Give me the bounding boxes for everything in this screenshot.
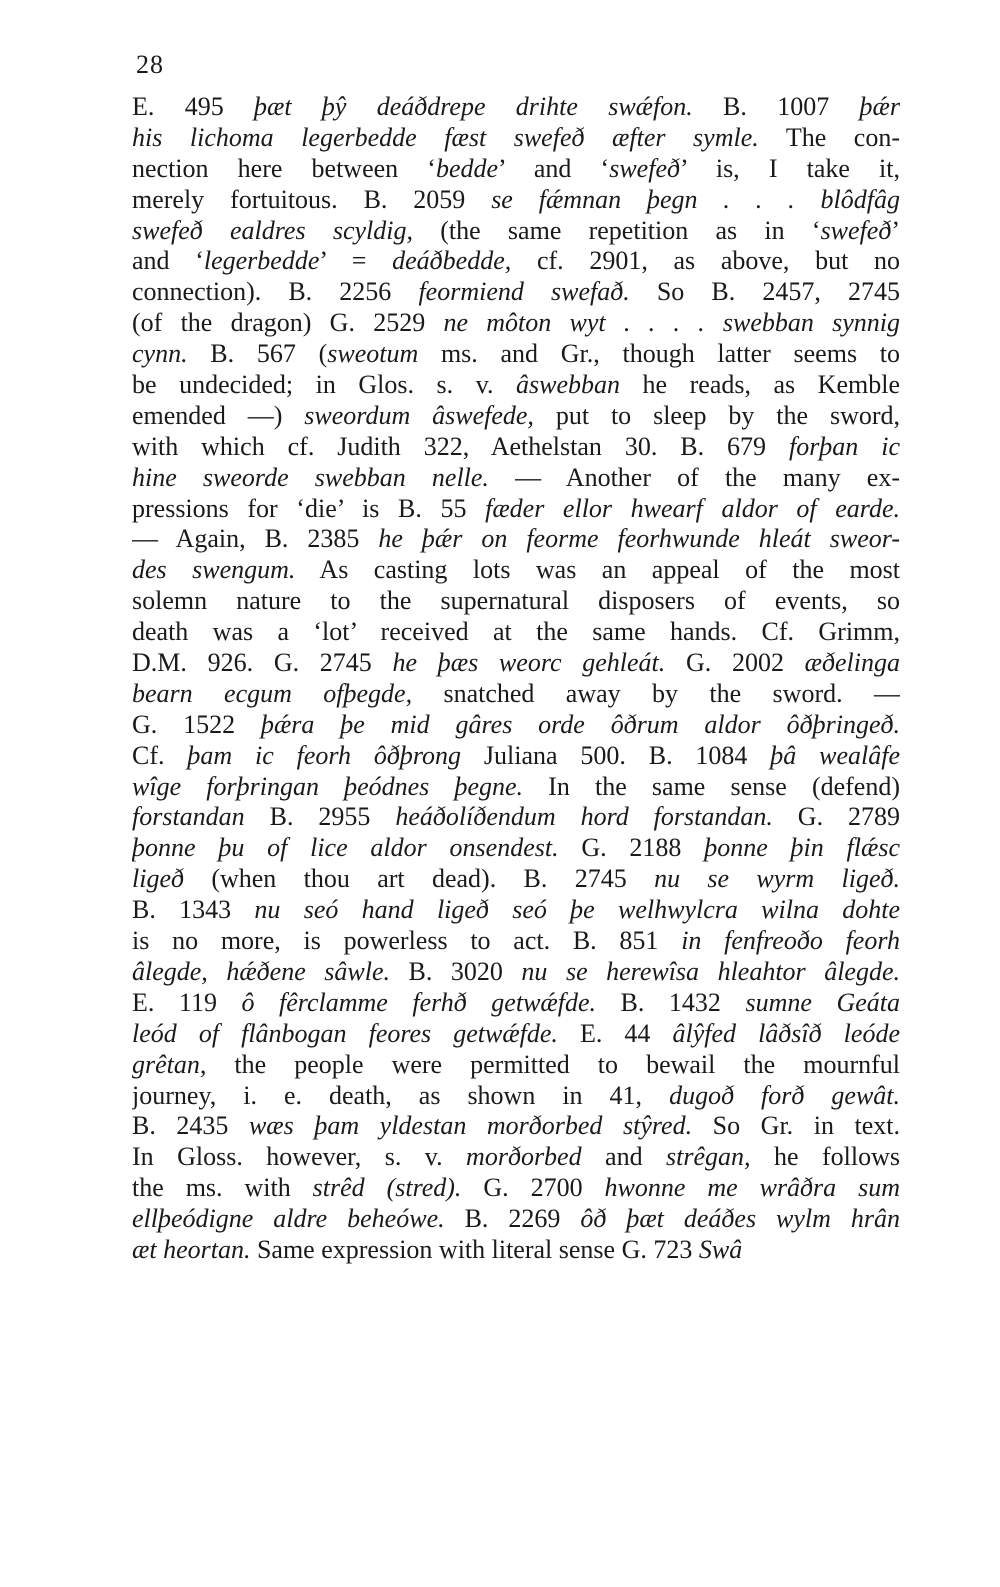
roman-text: G. 2789 xyxy=(772,802,900,832)
italic-text: hine sweorde swebban nelle. xyxy=(132,462,489,492)
text-line xyxy=(132,617,900,648)
text-line xyxy=(132,524,900,555)
text-line xyxy=(132,988,900,1019)
italic-text: æt heortan. xyxy=(132,1234,251,1264)
roman-text: pressions for ‘die’ is B. 55 xyxy=(132,493,486,523)
text-line xyxy=(132,555,900,586)
text-line xyxy=(132,463,900,494)
text-line xyxy=(132,370,900,401)
italic-text: þâ wealâfe xyxy=(770,740,900,770)
text-line xyxy=(132,679,900,710)
text-line xyxy=(132,772,900,803)
roman-text: G. 2188 xyxy=(558,833,705,863)
roman-text: he reads, as Kemble xyxy=(620,370,900,400)
italic-text: þonne þu of lice aldor onsendest. xyxy=(132,833,559,863)
roman-text: E. 44 xyxy=(557,1018,673,1048)
text-line xyxy=(132,833,900,864)
roman-text: — Again, B. 2385 xyxy=(132,524,379,554)
italic-text: þam ic feorh ôðþrong xyxy=(187,740,462,770)
text-line xyxy=(132,339,900,370)
roman-text: put to sleep by the sword, xyxy=(533,400,900,430)
italic-text: leód of flânbogan feores getwǽfde. xyxy=(132,1018,558,1048)
italic-text: strêd (stred). xyxy=(312,1173,462,1203)
roman-text: B. 1007 xyxy=(692,92,860,121)
text-line xyxy=(132,1235,900,1266)
roman-text: the ms. with xyxy=(132,1173,313,1203)
text-line xyxy=(132,216,900,247)
page-number: 28 xyxy=(136,50,164,79)
text-line xyxy=(132,802,900,833)
roman-text: In the same sense (defend) xyxy=(523,771,900,801)
roman-text: B. 3020 xyxy=(390,956,522,986)
roman-text: he follows xyxy=(750,1142,900,1172)
roman-text: B. 1343 xyxy=(132,895,255,925)
italic-text: strêgan, xyxy=(666,1142,751,1172)
text-line xyxy=(132,494,900,525)
text-line xyxy=(132,926,900,957)
italic-text: des swengum. xyxy=(132,555,296,585)
roman-text: B. 567 ( xyxy=(187,339,328,369)
roman-text: is no more, is powerless to act. B. 851 xyxy=(132,926,682,956)
italic-text: sweordum âswefede, xyxy=(304,400,534,430)
roman-text: cf. 2901, as above, but no xyxy=(511,246,900,276)
text-line xyxy=(132,92,900,123)
roman-text: Juliana 500. B. 1084 xyxy=(461,740,771,770)
text-line xyxy=(132,957,900,988)
text-line xyxy=(132,246,900,277)
roman-text: E. 495 xyxy=(132,92,254,121)
text-line xyxy=(132,308,900,339)
italic-text: swefeð ealdres scyldig, xyxy=(132,215,413,245)
text-body xyxy=(132,92,900,1266)
italic-text: sweotum xyxy=(327,339,419,369)
italic-text: âswebban xyxy=(516,370,621,400)
italic-text: grêtan, xyxy=(132,1049,207,1079)
text-line xyxy=(132,1081,900,1112)
text-line xyxy=(132,895,900,926)
roman-text: B. 2269 xyxy=(444,1204,581,1234)
roman-text: emended —) xyxy=(132,400,305,430)
text-line xyxy=(132,1019,900,1050)
roman-text: and xyxy=(581,1142,667,1172)
italic-text: þǽr xyxy=(859,92,900,121)
italic-text: þǽra þe mid gâres orde ôðrum aldor ôðþringeð. xyxy=(260,709,900,739)
roman-text: connection). B. 2256 xyxy=(132,277,419,307)
roman-text: solemn nature to the supernatural disposers of events, so xyxy=(132,586,900,616)
roman-text: D.M. 926. G. 2745 xyxy=(132,648,393,678)
italic-text: wæs þam yldestan morðorbed stŷred. xyxy=(248,1111,693,1141)
italic-text: sumne Geáta xyxy=(745,987,900,1017)
text-line xyxy=(132,1050,900,1081)
roman-text: — Another of the many ex- xyxy=(488,462,900,492)
text-line xyxy=(132,432,900,463)
italic-text: nu se herewîsa hleahtor âlegde. xyxy=(521,956,900,986)
italic-text: legerbedde xyxy=(203,246,320,276)
italic-text: swefeð xyxy=(820,215,892,245)
text-line xyxy=(132,741,900,772)
text-line xyxy=(132,710,900,741)
text-line xyxy=(132,123,900,154)
italic-text: hwonne me wrâðra sum xyxy=(604,1173,900,1203)
text-line xyxy=(132,277,900,308)
text-line xyxy=(132,1142,900,1173)
italic-text: heáðolíðendum hord forstandan. xyxy=(395,802,773,832)
italic-text: bearn ecgum ofþegde, xyxy=(132,678,413,708)
text-line xyxy=(132,401,900,432)
text-line xyxy=(132,1111,900,1142)
roman-text: As casting lots was an appeal of the most xyxy=(295,555,900,585)
roman-text: G. 2002 xyxy=(665,648,805,678)
italic-text: æðelinga xyxy=(804,648,900,678)
italic-text: Swâ xyxy=(698,1234,743,1264)
roman-text: B. 1432 xyxy=(596,987,746,1017)
italic-text: his lichoma legerbedde fæst swefeð æfter symle. xyxy=(132,122,759,152)
text-line xyxy=(132,864,900,895)
roman-text: G. 1522 xyxy=(132,709,261,739)
italic-text: ôð þæt deáðes wylm hrân xyxy=(580,1204,900,1234)
italic-text: fæder ellor hwearf aldor of earde. xyxy=(485,493,900,523)
italic-text: þæt þŷ deáðdrepe drihte swǽfon. xyxy=(254,92,693,121)
italic-text: ligeð xyxy=(132,864,184,894)
italic-text: ellþeódigne aldre beheówe. xyxy=(132,1204,445,1234)
roman-text: Cf. xyxy=(132,740,188,770)
italic-text: ô fêrclamme ferhð getwǽfde. xyxy=(241,987,597,1017)
italic-text: ne môton wyt . . . . swebban synnig xyxy=(443,308,900,338)
roman-text: ms. and Gr., though latter seems to xyxy=(418,339,900,369)
italic-text: he þǽr on feorme feorhwunde hleát sweor- xyxy=(378,524,900,554)
italic-text: þonne þin flǽsc xyxy=(704,833,900,863)
roman-text: with which cf. Judith 322, Aethelstan 30. B. 679 xyxy=(132,431,789,461)
roman-text: (when thou art dead). B. 2745 xyxy=(184,864,655,894)
text-line xyxy=(132,586,900,617)
italic-text: bedde xyxy=(435,153,499,183)
roman-text: (of the dragon) G. 2529 xyxy=(132,308,444,338)
roman-text: journey, i. e. death, as shown in 41, xyxy=(132,1080,670,1110)
text-line xyxy=(132,648,900,679)
roman-text: Same expression with literal sense G. 723 xyxy=(250,1234,699,1264)
roman-text: and ‘ xyxy=(132,246,204,276)
italic-text: nu se wyrm ligeð. xyxy=(654,864,900,894)
text-line xyxy=(132,1204,900,1235)
text-line xyxy=(132,154,900,185)
roman-text: merely fortuitous. B. 2059 xyxy=(132,184,492,214)
italic-text: forstandan xyxy=(132,802,245,832)
roman-text: The con- xyxy=(758,122,900,152)
italic-text: âlegde, hǽðene sâwle. xyxy=(132,956,390,986)
roman-text: In Gloss. however, s. v. xyxy=(132,1142,467,1172)
roman-text: the people were permitted to bewail the mournful xyxy=(206,1049,900,1079)
italic-text: wîge forþringan þeódnes þegne. xyxy=(132,771,524,801)
roman-text: G. 2700 xyxy=(461,1173,605,1203)
italic-text: forþan ic xyxy=(788,431,900,461)
roman-text: ’ is, I take it, xyxy=(679,153,900,183)
italic-text: in fenfreoðo feorh xyxy=(681,926,900,956)
roman-text: B. 2435 xyxy=(132,1111,249,1141)
italic-text: he þæs weorc gehleát. xyxy=(392,648,666,678)
roman-text: be undecided; in Glos. s. v. xyxy=(132,370,517,400)
italic-text: âlŷfed lâðsîð leóde xyxy=(672,1018,900,1048)
roman-text: (the same repetition as in ‘ xyxy=(413,215,821,245)
roman-text: nection here between ‘ xyxy=(132,153,436,183)
italic-text: se fǽmnan þegn . . . blôdfâg xyxy=(491,184,900,214)
roman-text: ’ = xyxy=(319,246,393,276)
roman-text: ’ and ‘ xyxy=(498,153,610,183)
roman-text: ’ xyxy=(891,215,900,245)
roman-text: snatched away by the sword. — xyxy=(412,678,900,708)
italic-text: dugoð forð gewât. xyxy=(669,1080,900,1110)
italic-text: morðorbed xyxy=(466,1142,582,1172)
italic-text: feormiend swefað. xyxy=(418,277,630,307)
italic-text: swefeð xyxy=(609,153,680,183)
roman-text: death was a ‘lot’ received at the same hands. Cf. Grimm, xyxy=(132,617,900,647)
italic-text: cynn. xyxy=(132,339,188,369)
text-line xyxy=(132,185,900,216)
roman-text: So Gr. in text. xyxy=(692,1111,900,1141)
italic-text: deáðbedde, xyxy=(392,246,512,276)
roman-text: E. 119 xyxy=(132,987,242,1017)
roman-text: So B. 2457, 2745 xyxy=(629,277,900,307)
text-line xyxy=(132,1173,900,1204)
roman-text: B. 2955 xyxy=(244,802,396,832)
italic-text: nu seó hand ligeð seó þe welhwylcra wilna dohte xyxy=(254,895,900,925)
